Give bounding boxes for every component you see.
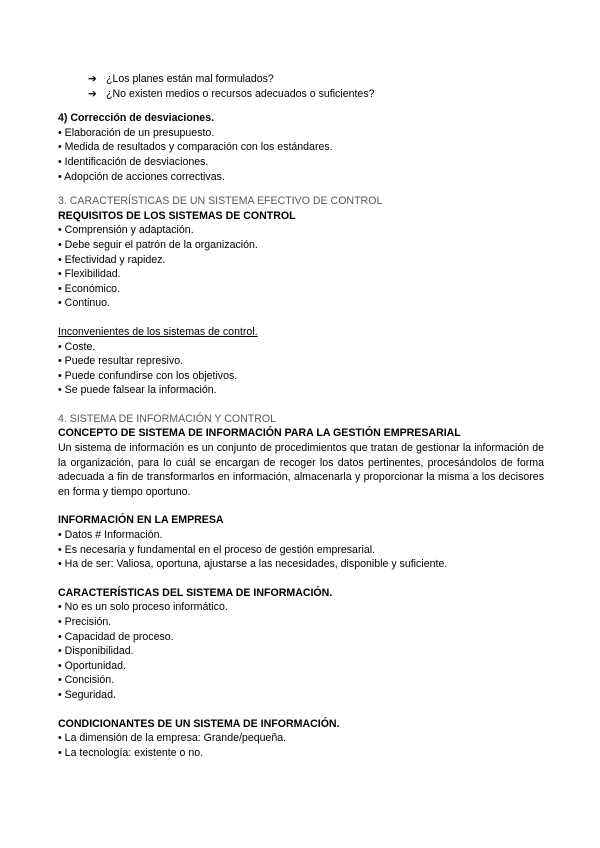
concept-heading: CONCEPTO DE SISTEMA DE INFORMACIÓN PARA LA GESTIÓN EMPRESARIAL bbox=[58, 427, 461, 440]
features-list bbox=[58, 600, 544, 702]
list-item: • Continuo. bbox=[58, 297, 111, 310]
list-item: • Elaboración de un presupuesto. bbox=[58, 126, 215, 139]
list-item: • Datos # Información. bbox=[58, 529, 163, 542]
list-item: • Efectividad y rapidez. bbox=[58, 253, 166, 266]
conditions-list bbox=[58, 731, 544, 760]
list-item: • Coste. bbox=[58, 340, 96, 353]
question-item: ➔ ¿Los planes están mal formulados? bbox=[88, 73, 274, 85]
list-item: • Capacidad de proceso. bbox=[58, 630, 174, 643]
list-item: • No es un solo proceso informático. bbox=[58, 601, 228, 614]
list-item: • Puede resultar represivo. bbox=[58, 355, 184, 368]
drawbacks-heading: Inconvenientes de los sistemas de control. bbox=[58, 325, 258, 338]
conditions-heading: CONDICIONANTES DE UN SISTEMA DE INFORMACIÓN. bbox=[58, 717, 340, 730]
list-item: • Precisión. bbox=[58, 616, 112, 628]
list-item: • Económico. bbox=[58, 282, 121, 295]
list-item: • Ha de ser: Valiosa, oportuna, ajustarse a las necesidades, disponible y suficiente. bbox=[58, 558, 448, 571]
section-4-title: 4. SISTEMA DE INFORMACIÓN Y CONTROL bbox=[58, 412, 276, 425]
question-item: ➔ ¿No existen medios o recursos adecuados o suficientes? bbox=[88, 87, 375, 100]
list-item: • Flexibilidad. bbox=[58, 268, 121, 281]
list-item: • Adopción de acciones correctivas. bbox=[58, 170, 225, 183]
drawbacks-list bbox=[58, 340, 544, 398]
list-item: • Comprensión y adaptación. bbox=[58, 224, 194, 237]
list-item: • Debe seguir el patrón de la organización. bbox=[58, 238, 258, 251]
list-item: • Seguridad. bbox=[58, 688, 116, 701]
list-item: • La dimensión de la empresa: Grande/pequeña. bbox=[58, 732, 287, 745]
list-item: • Es necesaria y fundamental en el proceso de gestión empresarial. bbox=[58, 543, 376, 556]
list-item: • Medida de resultados y comparación con los estándares. bbox=[58, 141, 333, 154]
correction-heading: 4) Corrección de desviaciones. bbox=[58, 112, 215, 125]
list-item: • Se puede falsear la información. bbox=[58, 384, 217, 397]
section-3-title: 3. CARACTERÍSTICAS DE UN SISTEMA EFECTIVO DE CONTROL bbox=[58, 195, 383, 208]
requirements-list bbox=[58, 223, 544, 311]
features-heading: CARACTERÍSTICAS DEL SISTEMA DE INFORMACIÓN. bbox=[58, 586, 333, 599]
list-item: • Identificación de desviaciones. bbox=[58, 155, 209, 168]
list-item: • Disponibilidad. bbox=[58, 645, 134, 658]
list-item: • Puede confundirse con los objetivos. bbox=[58, 369, 238, 382]
concept-paragraph: Un sistema de información es un conjunto de procedimientos que tratan de gestionar la información de la organización, para lo cuál se encargan de recoger los datos pertinentes, procesándolos de forma adecuada a fin de transformarlos en información, almacenarla y proporcionar la misma a los decisores en forma y tiempo oportuno. bbox=[58, 442, 544, 498]
requirements-heading: REQUISITOS DE LOS SISTEMAS DE CONTROL bbox=[58, 209, 296, 222]
arrow-icon: ➔ bbox=[88, 87, 97, 100]
question-list bbox=[58, 72, 544, 101]
info-list bbox=[58, 528, 544, 572]
correction-list bbox=[58, 126, 544, 184]
list-item: • Concisión. bbox=[58, 674, 115, 687]
list-item: • Oportunidad. bbox=[58, 659, 126, 672]
info-heading: INFORMACIÓN EN LA EMPRESA bbox=[58, 514, 224, 527]
document-page bbox=[58, 72, 544, 760]
arrow-icon: ➔ bbox=[88, 73, 97, 85]
list-item: • La tecnología: existente o no. bbox=[58, 746, 204, 759]
